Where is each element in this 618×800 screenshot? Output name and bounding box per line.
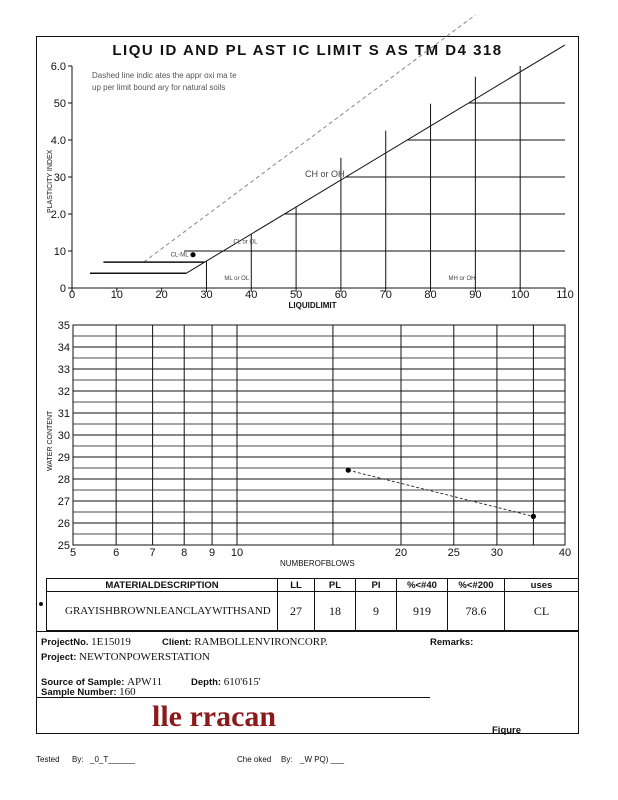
cell-description: GRAYISHBROWNLEANCLAYWITHSAND [47, 592, 278, 631]
plasticity-x-tick-label: 110 [556, 289, 574, 301]
plasticity-y-tick-label: 6.0 [50, 61, 66, 73]
flow-y-tick-label: 34 [57, 342, 70, 354]
project-label: Project: [41, 652, 77, 663]
flow-y-tick-label: 26 [57, 518, 70, 530]
sample-number-label: Sample Number: [41, 687, 117, 698]
col-header-ll: LL [278, 579, 315, 592]
project-value: NEWTONPOWERSTATION [79, 651, 210, 663]
plasticity-x-tick-label: 20 [155, 289, 168, 301]
flow-x-tick-label: 25 [447, 547, 460, 559]
plasticity-x-tick-label: 100 [511, 289, 530, 301]
tested-by-label: By: [72, 755, 84, 764]
plasticity-y-tick-label: 10 [53, 246, 66, 258]
flow-x-tick-label: 8 [181, 547, 188, 559]
plasticity-y-tick-label: 0 [59, 283, 66, 295]
flow-y-tick-label: 32 [57, 386, 70, 398]
plasticity-zone-label: CL-ML [170, 252, 189, 259]
plasticity-y-tick-label: 4.0 [50, 135, 66, 147]
flow-x-tick-label: 30 [490, 547, 504, 559]
project-number [41, 636, 131, 648]
tested-label: Tested [36, 755, 60, 764]
flow-y-tick-label: 28 [57, 474, 70, 486]
cell-pi: 9 [356, 592, 397, 631]
cell-pct200: 78.6 [448, 592, 505, 631]
flow-curve-line [348, 470, 533, 516]
flow-y-tick-label: 27 [57, 496, 70, 508]
flow-y-tick-label: 30 [57, 430, 70, 442]
col-header-pct200: %<#200 [448, 579, 505, 592]
flow-x-tick-label: 40 [558, 547, 572, 559]
plasticity-y-label: PLASTICITY INDEX [47, 149, 54, 213]
checked-label: Che oked [237, 755, 272, 764]
plasticity-x-tick-label: 70 [379, 289, 392, 301]
project [41, 651, 210, 663]
sample-source-label: Source of Sample: [41, 677, 125, 688]
checked-by-value: _W PQ) ___ [300, 755, 345, 764]
depth [191, 676, 261, 688]
flow-x-label: NUMBEROFBLOWS [280, 559, 355, 568]
sample-number-value: 160 [119, 686, 136, 698]
plasticity-data-point [190, 252, 195, 257]
flow-x-tick-label: 9 [209, 547, 216, 559]
checked-by-label: By: [281, 755, 293, 764]
report-title: LIQU ID AND PL AST IC LIMIT S AS TM D4 318 [112, 42, 503, 59]
plasticity-x-tick-label: 90 [469, 289, 482, 301]
plasticity-x-tick-label: 50 [289, 289, 303, 301]
figure-label: Fiqure [492, 725, 522, 736]
cell-pct40: 919 [397, 592, 448, 631]
cell-ll: 27 [278, 592, 315, 631]
table-row [47, 592, 579, 631]
col-header-pi: PI [356, 579, 397, 592]
flow-x-tick-label: 7 [149, 547, 156, 559]
depth-label: Depth: [191, 677, 222, 688]
flow-y-tick-label: 29 [57, 452, 70, 464]
project-number-value: 1E15019 [91, 636, 131, 648]
flow-data-point [346, 468, 351, 473]
plasticity-y-tick-label: 30 [53, 172, 66, 184]
plasticity-zone-label: ML or OL [224, 275, 250, 282]
plasticity-zone-label: CL or OL [233, 239, 258, 246]
flow-data-point [531, 514, 536, 519]
plasticity-zone-label: CH or OH [305, 169, 345, 179]
flow-x-tick-label: 10 [230, 547, 244, 559]
plasticity-x-tick-label: 80 [424, 289, 437, 301]
flow-x-tick-label: 5 [69, 547, 77, 559]
plasticity-x-tick-label: 60 [334, 289, 348, 301]
sample-source-value: APW11 [127, 676, 163, 688]
depth-value: 610'615' [223, 676, 261, 688]
company-logo: lle rracan [152, 700, 277, 733]
cell-uses: CL [505, 592, 579, 631]
flow-y-tick-label: 31 [57, 408, 70, 420]
client-value: RAMBOLLENVIRONCORP. [194, 636, 328, 648]
col-header-pct40: %<#40 [397, 579, 448, 592]
col-header-uses: uses [505, 579, 579, 592]
material-table [46, 578, 579, 631]
plasticity-x-label: LIQUIDLIMIT [288, 301, 337, 310]
flow-y-tick-label: 25 [57, 540, 70, 552]
col-header-description: MATERIALDESCRIPTION [47, 579, 278, 592]
row-marker-dot [39, 602, 43, 606]
project-number-label: ProjectNo. [41, 637, 89, 648]
plasticity-x-tick-label: 0 [68, 289, 76, 301]
remarks-label: Remarks: [430, 637, 474, 648]
table-header-row [47, 579, 579, 592]
flow-y-tick-label: 35 [57, 320, 70, 332]
plasticity-note-line: up per limit bound ary for natural soils [92, 83, 226, 92]
cell-pl: 18 [315, 592, 356, 631]
plasticity-x-tick-label: 30 [200, 289, 213, 301]
flow-x-tick-label: 6 [113, 547, 120, 559]
u-line [144, 15, 476, 262]
plasticity-y-tick-label: 2.0 [50, 209, 66, 221]
col-header-pl: PL [315, 579, 356, 592]
flow-y-label: WATER CONTENT [47, 410, 54, 471]
plasticity-x-tick-label: 10 [110, 289, 123, 301]
flow-y-tick-label: 33 [57, 364, 70, 376]
info-divider [36, 631, 579, 632]
client-label: Client: [162, 637, 192, 648]
sample-divider [36, 697, 430, 698]
plasticity-note-line: Dashed line indic ates the appr oxi ma te [92, 71, 237, 80]
tested-by-value: _0_T______ [90, 755, 135, 764]
flow-x-tick-label: 20 [394, 547, 408, 559]
plasticity-zone-label: MH or OH [448, 275, 476, 282]
client [162, 636, 328, 648]
plasticity-x-tick-label: 40 [245, 289, 258, 301]
plasticity-y-tick-label: 50 [53, 98, 66, 110]
